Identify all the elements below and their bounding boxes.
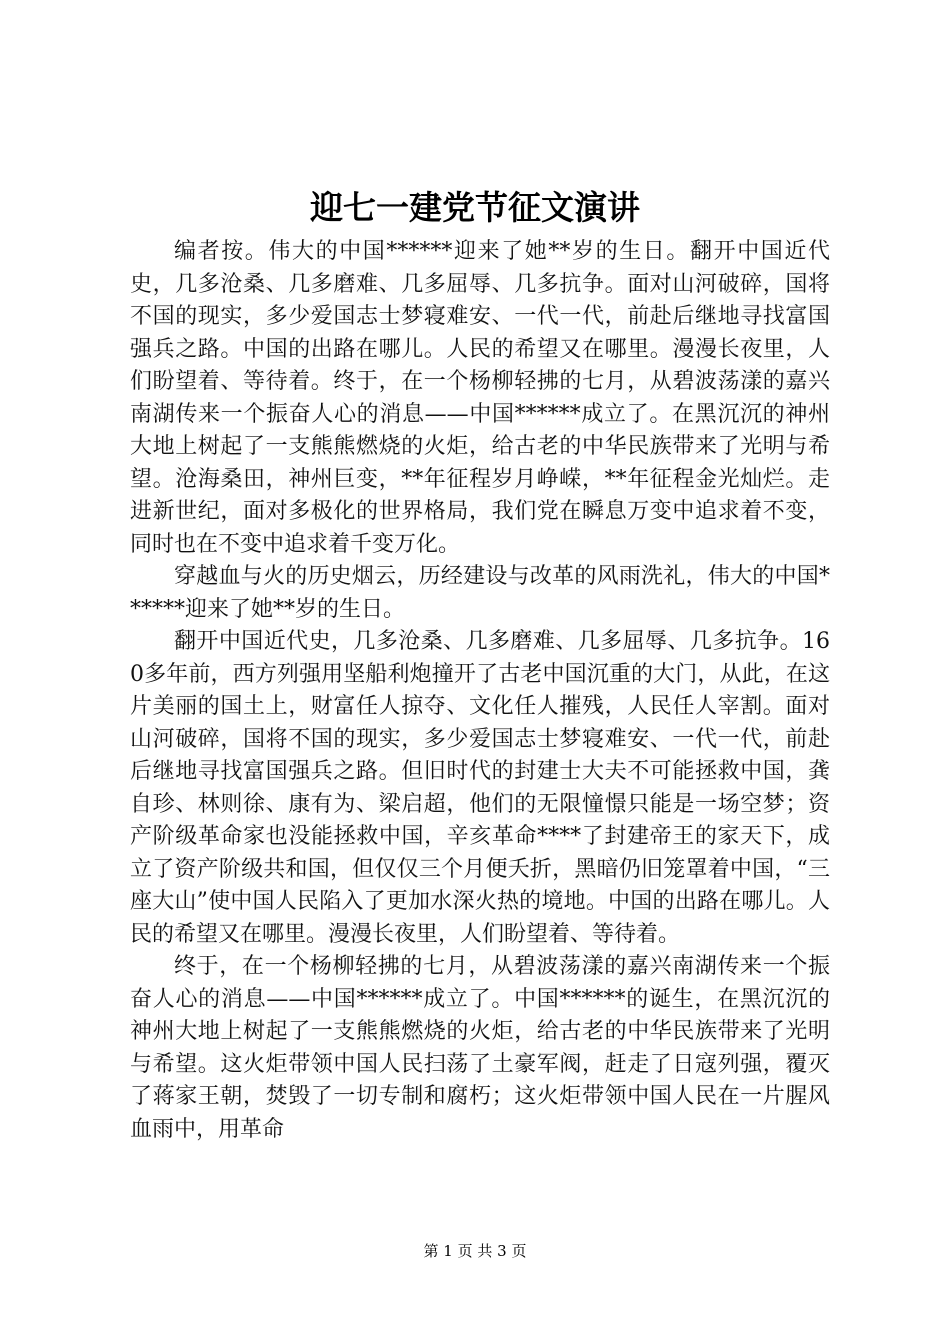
- paragraph-editor-note: 编者按。伟大的中国******迎来了她**岁的生日。翻开中国近代史，几多沧桑、几多磨难、几多屈辱、几多抗争。面对山河破碎，国将不国的现实，多少爱国志士梦寝难安、一代一代，前赴后继地寻找富国强兵之路。中国的出路在哪儿。人民的希望又在哪里。漫漫长夜里，人们盼望着、等待着。终于，在一个杨柳轻拂的七月，从碧波荡漾的嘉兴南湖传来一个振奋人心的消息——中国******成立了。在黑沉沉的神州大地上树起了一支熊熊燃烧的火炬，给古老的中华民族带来了光明与希望。沧海桑田，神州巨变，**年征程岁月峥嵘，**年征程金光灿烂。走进新世纪，面对多极化的世界格局，我们党在瞬息万变中追求着不变，同时也在不变中追求着千变万化。: [130, 239, 830, 557]
- paragraph-founding: 终于，在一个杨柳轻拂的七月，从碧波荡漾的嘉兴南湖传来一个振奋人心的消息——中国******成立了。中国******的诞生，在黑沉沉的神州大地上树起了一支熊熊燃烧的火炬，给古老的中华民族带来了光明与希望。这火炬带领中国人民扫荡了土豪军阀，赶走了日寇列强，覆灭了蒋家王朝，焚毁了一切专制和腐朽；这火炬带领中国人民在一片腥风血雨中，用革命: [130, 954, 830, 1142]
- page-number-footer: 第 1 页 共 3 页: [423, 1242, 527, 1260]
- document-body: [130, 236, 830, 1146]
- paragraph-birthday: 穿越血与火的历史烟云，历经建设与改革的风雨洗礼，伟大的中国******迎来了她**岁的生日。: [130, 564, 830, 622]
- paragraph-modern-history: 翻开中国近代史，几多沧桑、几多磨难、几多屈辱、几多抗争。160多年前，西方列强用坚船利炮撞开了古老中国沉重的大门，从此，在这片美丽的国土上，财富任人掠夺、文化任人摧残，人民任人宰割。面对山河破碎，国将不国的现实，多少爱国志士梦寝难安、一代一代，前赴后继地寻找富国强兵之路。但旧时代的封建士大夫不可能拯救中国，龚自珍、林则徐、康有为、梁启超，他们的无限憧憬只能是一场空梦；资产阶级革命家也没能拯救中国，辛亥革命****了封建帝王的家天下，成立了资产阶级共和国，但仅仅三个月便夭折，黑暗仍旧笼罩着中国，“三座大山”使中国人民陷入了更加水深火热的境地。中国的出路在哪儿。人民的希望又在哪里。漫漫长夜里，人们盼望着、等待着。: [130, 629, 830, 947]
- document-title: 迎七一建党节征文演讲: [310, 188, 640, 227]
